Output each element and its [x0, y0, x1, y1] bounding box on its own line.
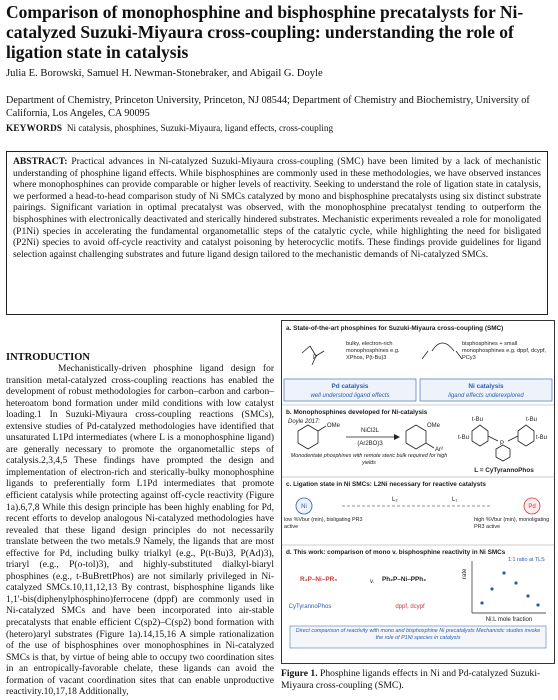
ni-catalysis-sublabel: ligand effects underexplored	[448, 393, 524, 399]
plot-y-label: rate	[462, 568, 468, 579]
versus-label: v.	[370, 579, 375, 585]
p-center-label: P	[500, 441, 505, 447]
c-left-wrap: low %Vbur (min), bisligating PR3 active	[284, 517, 363, 530]
mono-ligand-note: bulky, electron-rich monophosphines e.g. XPhos, P(t-Bu)3	[346, 341, 400, 361]
plot-x-label: Ni:L mole fraction	[485, 617, 533, 623]
arrow-head	[394, 434, 400, 440]
affiliation: Department of Chemistry, Princeton University, Princeton, NJ 08544; Department of Chemistry and Biochemistry, University of California, Los Angeles, CA 90095	[6, 95, 530, 119]
ratio-note-wrap: 1:1 ratio at TLS	[508, 557, 545, 563]
tbu-label-2: t-Bu	[526, 417, 538, 423]
section-heading-introduction: INTRODUCTION	[6, 352, 91, 363]
mono-precat-label: R₃P–Ni–PR₃	[300, 576, 338, 583]
caption-label: Figure 1.	[281, 668, 318, 679]
plot-points	[480, 571, 539, 606]
panel-d-title: d. This work: comparison of mono v. bisphosphine reactivity in Ni SMCs	[286, 549, 506, 556]
ni-catalysis-label: Ni catalysis	[468, 383, 504, 390]
ome-label: OMe	[327, 423, 341, 429]
ligand-name: L = CyTyrannoPhos	[474, 467, 534, 474]
ar2-label: Ar²	[435, 447, 443, 453]
ligand-1-label: CyTyrannoPhos	[288, 604, 332, 610]
conditions-boron: (Ar2BO)3	[357, 441, 383, 447]
abstract-label: ABSTRACT:	[13, 156, 68, 167]
pd-catalysis-sublabel: well understood ligand effects	[310, 393, 390, 399]
pd-catalysis-label: Pd catalysis	[331, 383, 369, 390]
caption-text: Phosphine ligands effects in Ni and Pd-catalyzed Suzuki-Miyaura cross-coupling (SMC).	[281, 668, 541, 691]
panel-a-title: a. State-of-the-art phosphines for Suzuki-Miyaura cross-coupling (SMC)	[286, 325, 504, 332]
l2-label: L₂	[392, 497, 398, 503]
b-note-wrap: Monodentate phosphines with remote steric bulk required for high yields	[290, 453, 448, 466]
figure-1-graphic	[282, 321, 554, 663]
introduction-text: Mechanistically-driven phosphine ligand design for transition metal-catalyzed cross-coupling reactions has enabled the development of robust methodologies for carbon–carbon and carbon–heteroatom bond formation under mild conditions with low catalyst loading.1 In Suzuki-Miyaura cross-coupling reactions (SMCs), extensive studies of Pd-catalyzed methodologies have identified that unsaturated L1Pd intermediates (where L is a monophosphine ligand) are generally necessary to promote the organometallic steps of catalysis.2,3,4,5 These findings have prompted the design and implementation of electron-rich and sterically-bulky monophosphine ligands to preferentially form L1Pd intermediates that promote efficient catalysis while protecting against off-cycle reactivity (Figure 1a).6,7,8 While this design principle has been highly enabling for Pd, recent efforts to develop analogous Ni-catalyzed methodologies have revealed that these ligand design principles do not necessarily translate between the two metals.9 Namely, the ligands that are most effective for Pd, including bulky trialkyl (e.g., P(t-Bu)3, P(Ad)3), triaryl (e.g., P(o-tol)3), and highly-substituted dialkyl-biaryl phosphines (e.g., t-BuBrettPhos) are not similarly privileged in Ni-catalyzed SMCs.10,11,12,13 By contrast, bisphosphine ligands like 1,1'-bis(diphenylphosphino)ferrocene (dppf) are commonly used in Ni-catalyzed SMCs and have been incorporated into air-stable precatalysts that enable efficient C(sp2)–C(sp2) bond formation with (hetero)aryl substrates (Figure 1a).14,15,16 A simple rationalization of the use of bisphosphines over monophosphines in Ni-catalyzed SMCs is that, by virtue of being able to occupy two coordination sites in an entropically-favorable chelate, these ligands can avoid the formation of vacant coordination sites that can enable unproductive reactivity.10,17,18 Additionally,	[6, 364, 274, 698]
bisphosphine-structure	[422, 343, 462, 359]
phosphorus-label: P	[313, 355, 318, 361]
figure-caption	[281, 668, 555, 692]
c-right-wrap: high %Vbur (min), monoligating PR3 active	[474, 517, 550, 530]
ligand-2-label: dppf, dcypf	[395, 604, 425, 610]
ome-product-label: OMe	[427, 423, 441, 429]
d-note-wrap: Direct comparison of reactivity with mono and bisphosphine Ni precatalysts Mechanistic studies invoke the role of P1Ni species in catalysis	[295, 628, 541, 641]
tbu-label-3: t-Bu	[458, 435, 470, 441]
figure-1-panel	[281, 320, 555, 664]
bis-ligand-note: bisphosphines + small monophosphines e.g. dppf, dcypf, PCy3	[462, 341, 546, 361]
ni-left-label: Ni	[301, 504, 307, 510]
tbu-label-1: t-Bu	[472, 417, 484, 423]
tbu-label-4: t-Bu	[536, 435, 548, 441]
keywords-line	[6, 123, 333, 133]
panel-c-title: c. Ligation state in Ni SMCs: L2Ni necessary for reactive catalysts	[286, 481, 486, 488]
abstract-box	[6, 151, 548, 315]
pd-right-label: Pd	[528, 504, 536, 510]
doyle-label: Doyle 2017:	[288, 419, 321, 425]
abstract-text: Practical advances in Ni-catalyzed Suzuki-Miyaura cross-coupling (SMC) have been limited by a lack of mechanistic understanding of phosphine ligand effects. While bisphosphines are commonly used in these methodologies, we have observed instances where monophosphines can provide comparable or higher levels of reactivity. Seeking to understand the role of ligation state in catalysis, we performed a head-to-head comparison study of Ni SMCs catalyzed by mono and bisphosphine precatalysts using six distinct substrate pairings. Significant variation in optimal precatalyst was observed, with the monophosphine precatalyst tending to outperform the bisphosphines with electronically deactivated and sterically hindered substrates. Mechanistic experiments revealed a role for monoligated (P1Ni) species in accelerating the fundamental organometallic steps of the catalytic cycle, while highlighting the need for bisligated (P2Ni) species to avoid off-cycle reactivity and catalyst poisoning by heterocyclic motifs. These findings provide guidelines for ligand selection against challenging substrates and future ligand design tailored to the mechanistic demands of Ni-catalyzed SMCs.	[13, 156, 541, 260]
paper-title: Comparison of monophosphine and bisphosphine precatalysts for Ni-catalyzed Suzuki-Miyaura cross-coupling: understanding the role of ligation state in catalysis	[6, 2, 524, 62]
author-list: Julia E. Borowski, Samuel H. Newman-Stonebraker, and Abigail G. Doyle	[6, 68, 323, 79]
conditions-catalyst: NiCl2L	[360, 428, 380, 434]
bis-precat-label: Ph₂P–Ni–PPh₂	[382, 576, 427, 583]
panel-b-title: b. Monophosphines developed for Ni-catalysis	[286, 409, 428, 416]
keywords-text: Ni catalysis, phosphines, Suzuki-Miyaura, ligand effects, cross-coupling	[66, 123, 334, 133]
aryl-ether-structure	[298, 425, 326, 449]
keywords-label: KEYWORDS	[6, 123, 63, 133]
l1-label: L₁	[452, 497, 458, 503]
